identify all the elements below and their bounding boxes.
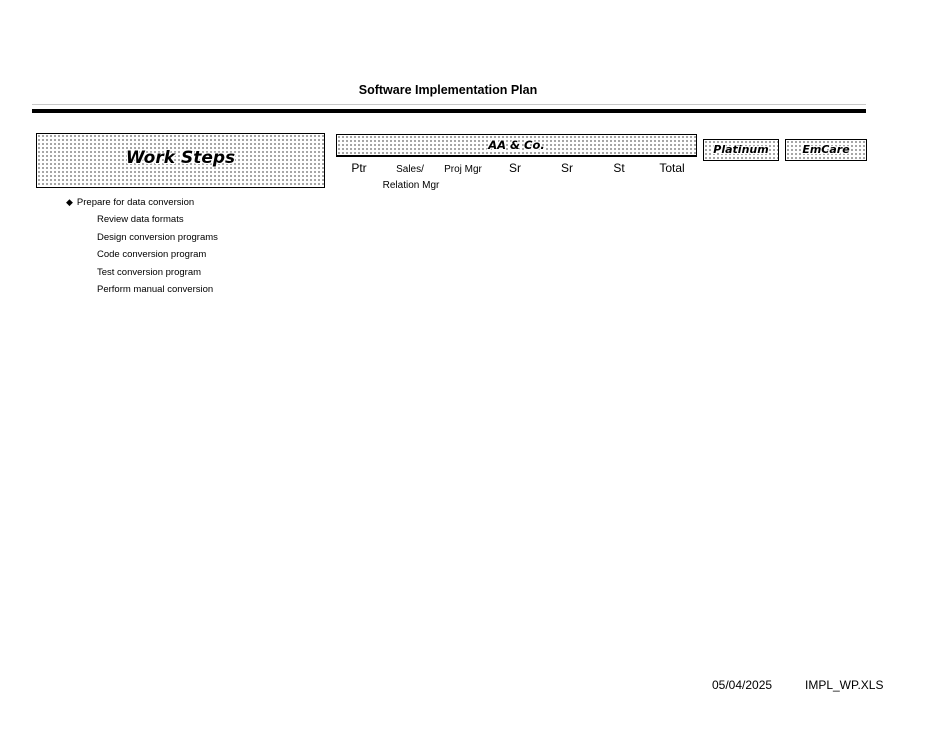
page-title: Software Implementation Plan <box>358 83 538 97</box>
list-item: Perform manual conversion <box>97 284 214 296</box>
work-steps-header <box>36 133 325 188</box>
title-rule-thin <box>32 104 866 105</box>
firm-header <box>336 134 697 156</box>
firm-header-underline <box>336 156 697 157</box>
column-header-proj-mgr: Proj Mgr <box>444 164 482 175</box>
column-header-relation-mgr: Relation Mgr <box>382 180 440 191</box>
work-step-list <box>97 214 218 302</box>
column-header-total: Total <box>659 161 685 175</box>
work-steps-label: Work Steps <box>125 148 236 168</box>
column-header-sr-1: Sr <box>509 161 521 175</box>
footer-filename: IMPL_WP.XLS <box>805 678 884 692</box>
client-label: Platinum <box>713 143 769 156</box>
title-rule-thick <box>32 109 866 113</box>
column-header-sales: Sales/ <box>396 164 424 175</box>
column-header-ptr: Ptr <box>351 161 367 175</box>
list-item: Design conversion programs <box>97 231 218 243</box>
list-item: Code conversion program <box>97 249 207 261</box>
work-step-section <box>66 197 194 208</box>
client-header-platinum <box>703 139 779 161</box>
column-header-sr-2: Sr <box>561 161 573 175</box>
client-label: EmCare <box>802 143 850 156</box>
column-header-st: St <box>613 161 625 175</box>
firm-label: AA & Co. <box>488 138 545 152</box>
list-item: Test conversion program <box>97 266 202 278</box>
section-title: Prepare for data conversion <box>76 197 195 208</box>
footer-date: 05/04/2025 <box>712 678 773 692</box>
diamond-bullet-icon: ◆ <box>66 197 73 207</box>
client-header-emcare <box>785 139 867 161</box>
list-item: Review data formats <box>97 214 184 225</box>
